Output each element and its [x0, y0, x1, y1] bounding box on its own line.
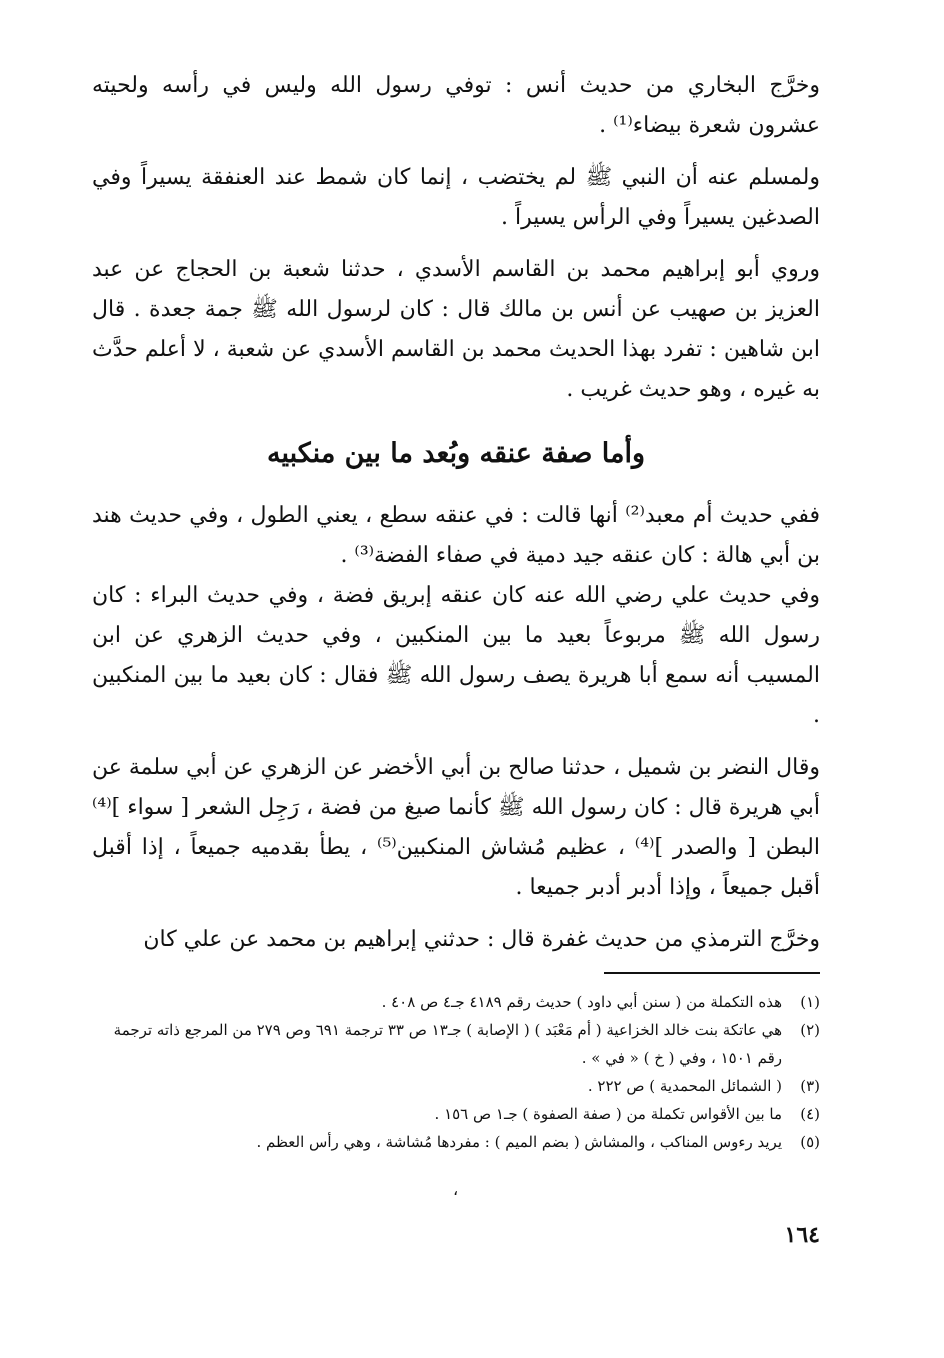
footnote-text: هي عاتكة بنت خالد الخزاعية ( أم مَعْبَد ) ( الإصابة ) جـ١٣ ص ٣٣ ترجمة ٦٩١ وص ٢٧٩ من المرجع ذاته ترجمة رقم ١٥٠١ ، وفي ( خ ) « في » . — [113, 1021, 782, 1067]
footnote-item — [100, 1100, 820, 1128]
page-body — [92, 66, 820, 972]
paragraph-bukhari: وخرَّج البخاري من حديث أنس : توفي رسول الله وليس في رأسه ولحيته عشرون شعرة بيضاء⁽¹⁾ . — [92, 73, 820, 138]
paragraph-muslim: ولمسلم عنه أن النبي ﷺ لم يختضب ، إنما كان شمط عند العنفقة يسيراً وفي الصدغين يسيراً وفي الرأس يسيراً . — [92, 165, 820, 230]
footnote-number: (١) — [800, 993, 820, 1011]
footnote-number: (٢) — [800, 1021, 820, 1039]
paragraph-ali-baraa: وفي حديث علي رضي الله عنه كان عنقه إبريق فضة ، وفي حديث البراء : كان رسول الله ﷺ مربوعاً بعيد ما بين المنكبين ، وفي حديث الزهري عن ابن المسيب أنه سمع أبا هريرة يصف رسول الله ﷺ فقال : كان بعيد ما بين المنكبين . — [92, 583, 820, 728]
paragraph-asadi: وروي أبو إبراهيم محمد بن القاسم الأسدي ، حدثنا شعبة بن الحجاج عن عبد العزيز بن صهيب عن أنس بن مالك قال : كان لرسول الله ﷺ جمة جعدة . قال ابن شاهين : تفرد بهذا الحديث محمد بن القاسم الأسدي عن شعبة ، لا أعلم حدَّث به غيره ، وهو حديث غريب . — [92, 257, 821, 402]
footnote-number: (٣) — [800, 1077, 820, 1095]
footnote-text: هذه التكملة من ( سنن أبي داود ) حديث رقم ٤١٨٩ جـ٤ ص ٤٠٨ . — [381, 993, 782, 1011]
footnotes — [100, 988, 820, 1156]
footnote-text: ( الشمائل المحمدية ) ص ٢٢٢ . — [587, 1077, 782, 1095]
footnote-item — [100, 988, 820, 1016]
footnote-item — [100, 1128, 820, 1156]
footnote-text: يريد رءوس المناكب ، والمشاش ( بضم الميم ) : مفردها مُشاشة ، وهي رأس العظم . — [256, 1133, 782, 1151]
paragraph-tirmidhi: وخرَّج الترمذي من حديث غفرة قال : حدثني إبراهيم بن محمد عن علي كان — [143, 927, 820, 952]
stray-mark: ، — [453, 1180, 459, 1199]
paragraph-nadr: وقال النضر بن شميل ، حدثنا صالح بن أبي الأخضر عن الزهري عن أبي سلمة عن أبي هريرة قال : كان رسول الله ﷺ كأنما صيغ من فضة ، رَجِل الشعر [ سواء ]⁽⁴⁾ البطن [ والصدر ]⁽⁴⁾ ، عظيم مُشاش المنكبين⁽⁵⁾ ، يطأ بقدميه جميعاً ، إذا أقبل أقبل جميعاً ، وإذا أدبر أدبر جميعا . — [92, 755, 821, 900]
footnote-number: (٥) — [800, 1133, 820, 1151]
footnote-separator — [604, 972, 820, 974]
section-heading: وأما صفة عنقه وبُعد ما بين منكبيه — [266, 438, 646, 469]
footnote-text: ما بين الأقواس تكملة من ( صفة الصفوة ) جـ١ ص ١٥٦ . — [434, 1105, 782, 1123]
footnote-item — [100, 1072, 820, 1100]
footnote-number: (٤) — [800, 1105, 820, 1123]
footnote-item — [100, 1016, 820, 1072]
paragraph-umm-mabad: ففي حديث أم معبد⁽²⁾ أنها قالت : في عنقه سطع ، يعني الطول ، وفي حديث هند بن أبي هالة : كان عنقه جيد دمية في صفاء الفضة⁽³⁾ . — [92, 503, 820, 568]
page-number: ١٦٤ — [784, 1222, 820, 1248]
